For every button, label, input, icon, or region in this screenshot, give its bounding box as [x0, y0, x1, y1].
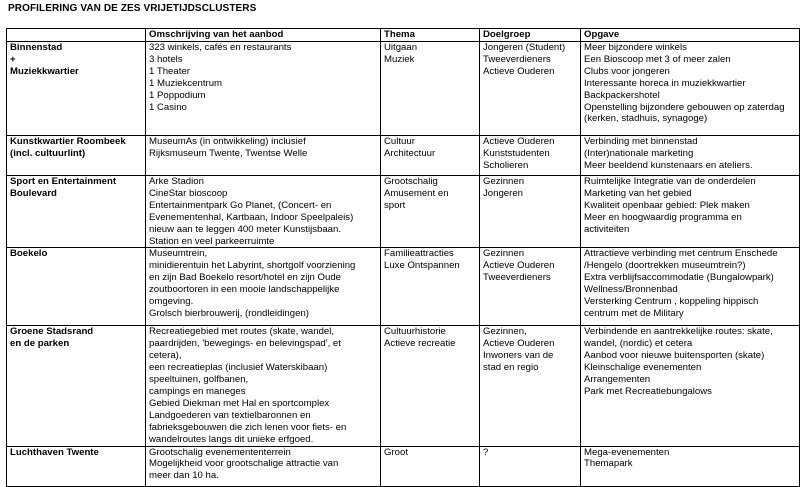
- cell-line: Meer en hoogwaardig programma en: [584, 211, 742, 223]
- cell-line: Marketing van het gebied: [584, 187, 692, 199]
- cell-line: Rijksmuseum Twente, Twentse Welle: [149, 147, 308, 159]
- cell-line: Jongeren: [483, 187, 524, 199]
- table-cell-opgave: [581, 42, 800, 136]
- table-cell-opgave: [581, 136, 800, 176]
- cell-line: minidierentuin het Labyrint, shortgolf voorziening: [149, 260, 356, 272]
- document-title: PROFILERING VAN DE ZES VRIJETIJDSCLUSTERS: [8, 3, 257, 14]
- column-header-aanbod: Omschrijving van het aanbod: [146, 29, 381, 42]
- cell-line: Arrangementen: [584, 374, 651, 386]
- table-cell-thema: [381, 136, 480, 176]
- table-row: [7, 248, 800, 326]
- cell-line: Wellness/Bronnenbad: [584, 284, 678, 296]
- cell-line: 3 hotels: [149, 53, 183, 65]
- table-cell-doelgroep: [480, 446, 581, 486]
- cell-line: nieuw aan te leggen 400 meter Kunstijsbaan.: [149, 223, 342, 235]
- column-header-thema: Thema: [381, 29, 480, 42]
- cell-line: Verbinding met binnenstad: [584, 136, 698, 147]
- cell-line: Themapark: [584, 458, 633, 470]
- cell-line: Een Bioscoop met 3 of meer zalen: [584, 53, 731, 65]
- cell-line: (incl. cultuurlint): [10, 147, 86, 159]
- cell-line: Versterking Centrum , koppeling hippisch: [584, 296, 759, 308]
- table-cell-name: [7, 42, 146, 136]
- cell-line: Kwaliteit openbaar gebied: Plek maken: [584, 199, 750, 211]
- cell-line: Actieve Ouderen: [483, 260, 555, 272]
- table-cell-thema: [381, 446, 480, 486]
- cell-line: Actieve Ouderen: [483, 136, 555, 147]
- cell-line: fabrieksgebouwen die zich lenen voor fiets- en: [149, 421, 347, 433]
- cell-line: Muziekkwartier: [10, 65, 79, 77]
- cell-line: Actieve recreatie: [384, 338, 456, 350]
- cell-line: Arke Stadion: [149, 176, 204, 187]
- cell-line: Ruimtelijke Integratie van de onderdelen: [584, 176, 756, 187]
- table-cell-opgave: [581, 248, 800, 326]
- table-cell-aanbod: [146, 42, 381, 136]
- cell-line: Gezinnen: [483, 176, 525, 187]
- cell-line: Meer beeldend kunstenaars en ateliers.: [584, 159, 753, 171]
- table-cell-name: [7, 446, 146, 486]
- cell-line: Actieve Ouderen: [483, 338, 555, 350]
- cell-line: Extra verblijfsaccommodatie (Bungalowpark): [584, 272, 774, 284]
- table-cell-aanbod: [146, 446, 381, 486]
- table-cell-opgave: [581, 176, 800, 248]
- cell-line: 1 Casino: [149, 101, 187, 113]
- table-cell-aanbod: [146, 326, 381, 446]
- cell-line: Amusement en: [384, 187, 449, 199]
- cell-line: stad en regio: [483, 362, 539, 374]
- clusters-table: [6, 28, 800, 487]
- cell-line: Uitgaan: [384, 42, 418, 53]
- cell-line: Tweeverdieners: [483, 53, 551, 65]
- cell-line: Clubs voor jongeren: [584, 65, 670, 77]
- cell-line: campings en maneges: [149, 385, 246, 397]
- table-cell-aanbod: [146, 248, 381, 326]
- table-cell-name: [7, 248, 146, 326]
- table-cell-name: [7, 176, 146, 248]
- cell-line: sport: [384, 199, 406, 211]
- cell-line: Binnenstad: [10, 42, 63, 53]
- table-cell-name: [7, 136, 146, 176]
- cell-line: (kerken, stadhuis, synagoge): [584, 113, 708, 125]
- cell-line: Recreatiegebied met routes (skate, wandel,: [149, 326, 335, 338]
- cell-line: Jongeren (Student): [483, 42, 566, 53]
- cell-line: (Inter)nationale marketing: [584, 147, 694, 159]
- table-cell-aanbod: [146, 176, 381, 248]
- table-cell-doelgroep: [480, 136, 581, 176]
- cell-line: een recreatieplas (inclusief Waterskibaan): [149, 362, 328, 374]
- cell-line: Groot: [384, 446, 408, 458]
- table-cell-doelgroep: [480, 248, 581, 326]
- cell-line: cetera),: [149, 350, 182, 362]
- cell-line: Gezinnen: [483, 248, 525, 260]
- table-row: [7, 136, 800, 176]
- cell-line: Attractieve verbinding met centrum Enschede: [584, 248, 778, 260]
- table-row: [7, 176, 800, 248]
- table-cell-opgave: [581, 446, 800, 486]
- cell-line: ?: [483, 446, 489, 458]
- cell-line: Entertainmentpark Go Planet, (Concert- en: [149, 199, 332, 211]
- cell-line: Verbindende en aantrekkelijke routes: skate,: [584, 326, 773, 338]
- table-cell-doelgroep: [480, 326, 581, 446]
- column-header-doelgroep: Doelgroep: [480, 29, 581, 42]
- cell-line: Park met Recreatiebungalows: [584, 385, 712, 397]
- cell-line: Meer bijzondere winkels: [584, 42, 687, 53]
- cell-line: 1 Muziekcentrum: [149, 77, 223, 89]
- table-cell-doelgroep: [480, 42, 581, 136]
- cell-line: activiteiten: [584, 223, 630, 235]
- table-cell-thema: [381, 326, 480, 446]
- cell-line: Boekelo: [10, 248, 48, 260]
- cell-line: Grolsch bierbrouwerij, (rondleidingen): [149, 307, 309, 319]
- cell-line: meer dan 10 ha.: [149, 470, 219, 482]
- cell-line: Mogelijkheid voor grootschalige attractie van: [149, 458, 339, 470]
- cell-line: Sport en Entertainment: [10, 176, 117, 187]
- cell-line: Aanbod voor nieuwe buitensporten (skate): [584, 350, 765, 362]
- cell-line: Boulevard: [10, 187, 57, 199]
- cell-line: Mega-evenementen: [584, 446, 670, 458]
- cell-line: Gebied Diekman met Hal en sportcomplex: [149, 397, 330, 409]
- table-row: [7, 326, 800, 446]
- cell-line: Kunstkwartier Roombeek: [10, 136, 126, 147]
- table-row: [7, 446, 800, 486]
- cell-line: Cultuur: [384, 136, 415, 147]
- table-cell-thema: [381, 42, 480, 136]
- column-header-opgave: Opgave: [581, 29, 800, 42]
- cell-line: MuseumAs (in ontwikkeling) inclusief: [149, 136, 306, 147]
- cell-line: Kunststudenten: [483, 147, 550, 159]
- table-body: [7, 42, 800, 487]
- cell-line: Gezinnen,: [483, 326, 527, 338]
- cell-line: Evenementenhal, Kartbaan, Indoor Speelpaleis): [149, 211, 354, 223]
- cell-line: Tweeverdieners: [483, 272, 551, 284]
- cell-line: Luxe Ontspannen: [384, 260, 460, 272]
- table-header-row: [7, 29, 800, 42]
- cell-line: +: [10, 53, 16, 65]
- cell-line: Muziek: [384, 53, 415, 65]
- cell-line: Architectuur: [384, 147, 436, 159]
- cell-line: wandel, (nordic) et cetera: [584, 338, 693, 350]
- table-cell-opgave: [581, 326, 800, 446]
- cell-line: Luchthaven Twente: [10, 446, 99, 458]
- cell-line: Kleinschalige evenementen: [584, 362, 702, 374]
- cell-line: Familieattracties: [384, 248, 454, 260]
- cell-line: Actieve Ouderen: [483, 65, 555, 77]
- cell-line: CineStar bioscoop: [149, 187, 228, 199]
- column-header-cluster: [7, 29, 146, 42]
- cell-line: Landgoederen van textielbaronnen en: [149, 409, 311, 421]
- cell-line: 1 Theater: [149, 65, 190, 77]
- cell-line: wandelroutes langs dit unieke erfgoed.: [149, 433, 314, 445]
- cell-line: Scholieren: [483, 159, 529, 171]
- cell-line: speeltuinen, golfbanen,: [149, 374, 249, 386]
- cell-line: en zijn Bad Boekelo resort/hotel en zijn Oude: [149, 272, 341, 284]
- cell-line: en de parken: [10, 338, 70, 350]
- cell-line: zoutboortoren in een mooie landschappelijke: [149, 284, 340, 296]
- cell-line: omgeving.: [149, 296, 194, 308]
- cell-line: Inwoners van de: [483, 350, 554, 362]
- cell-line: Station en veel parkeerruimte: [149, 235, 275, 247]
- cell-line: centrum met de Military: [584, 307, 684, 319]
- cell-line: Grootschalig: [384, 176, 438, 187]
- cell-line: Interessante horeca in muziekkwartier: [584, 77, 746, 89]
- table-cell-name: [7, 326, 146, 446]
- cell-line: Openstelling bijzondere gebouwen op zaterdag: [584, 101, 785, 113]
- cell-line: Backpackershotel: [584, 89, 660, 101]
- cell-line: Grootschalig evenemententerrein: [149, 446, 291, 458]
- cell-line: Cultuurhistorie: [384, 326, 446, 338]
- cell-line: paardrijden, 'bewegings- en belevingspad', et: [149, 338, 341, 350]
- cell-line: Museumtrein,: [149, 248, 208, 260]
- cell-line: Groene Stadsrand: [10, 326, 94, 338]
- table-cell-thema: [381, 248, 480, 326]
- table-row: [7, 42, 800, 136]
- table-cell-doelgroep: [480, 176, 581, 248]
- cell-line: 1 Poppodium: [149, 89, 206, 101]
- cell-line: /Hengelo (doortrekken museumtrein?): [584, 260, 746, 272]
- table-cell-thema: [381, 176, 480, 248]
- cell-line: 323 winkels, cafés en restaurants: [149, 42, 292, 53]
- table-cell-aanbod: [146, 136, 381, 176]
